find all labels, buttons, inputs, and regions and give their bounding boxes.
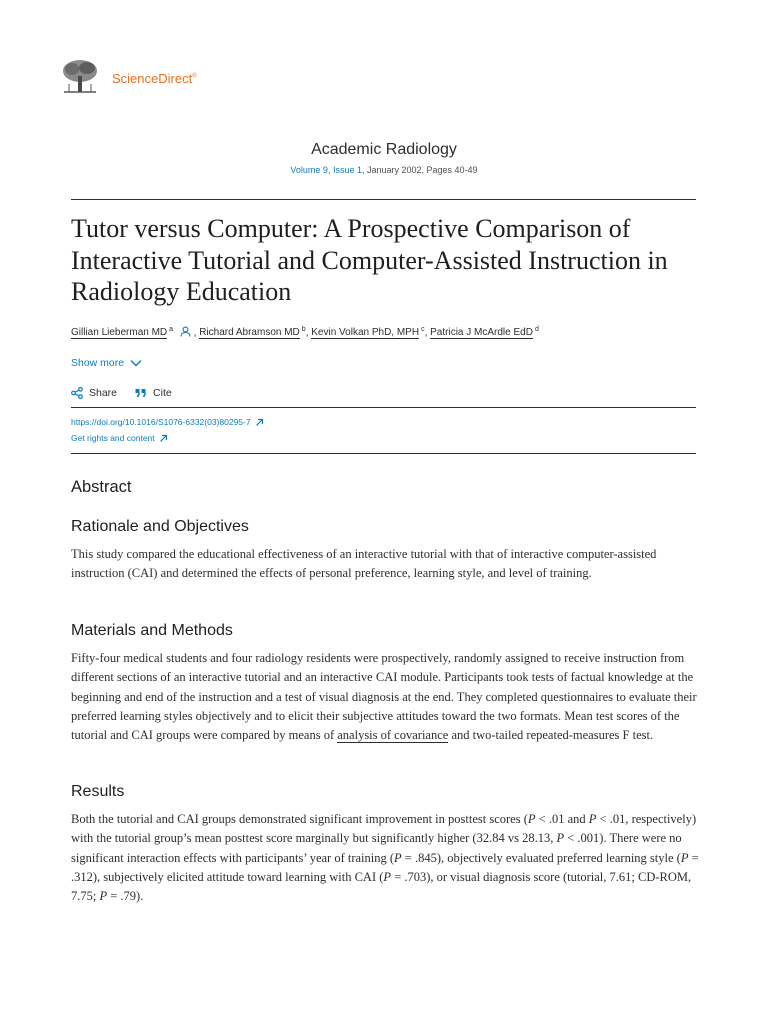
author-link[interactable]: Gillian Lieberman MD: [71, 327, 168, 339]
topic-link[interactable]: analysis of covariance: [337, 728, 449, 743]
abstract-paragraph: Both the tutorial and CAI groups demonstrated significant improvement in posttest scores (P < .01 and P < .01, respectively) with the tutorial group’s mean posttest score marginally but significantly higher (32.84 vs 28.13, P < .001). There were no significant interaction effects with participants’ year of training (P = .845), objectively evaluated preferred learning style (P = .312), subjectively elicited attitude toward learning with CAI (P = .703), or visual diagnosis score (tutorial, 7.61; CD-ROM, 7.75; P = .79).: [71, 812, 699, 904]
share-icon: [71, 387, 83, 399]
author-list: Gillian Lieberman MD $^a$ , Richard Abramson MD $^b$, Kevin Volkan PhD, MPH $^c$, Patricia J McArdle EdD $^d$: [71, 326, 539, 339]
external-link-icon: [255, 418, 264, 427]
rights-link[interactable]: Get rights and content: [71, 433, 168, 443]
chevron-down-icon: [130, 359, 142, 367]
journal-title[interactable]: Academic Radiology: [311, 141, 457, 158]
quote-icon: [135, 388, 147, 398]
issue-link[interactable]: Issue 1: [332, 165, 362, 175]
section-heading: Materials and Methods: [71, 622, 233, 639]
divider: [71, 199, 696, 200]
volume-link[interactable]: Volume 9: [290, 165, 328, 175]
share-button[interactable]: Share: [71, 387, 117, 399]
divider: [71, 453, 696, 454]
author-link[interactable]: Richard Abramson MD: [199, 327, 300, 339]
abstract-paragraph: Fifty-four medical students and four radiology residents were prospectively, randomly assigned to receive instruction from different sections of an interactive tutorial and an interactive CAI module. Participants took tests of factual knowledge at the beginning and end of the instruction and a test of visual diagnosis at the end. They completed questionnaires to evaluate their preferred learning styles objectively and to elicit their subjective attitudes toward the two formats. Mean test scores of the tutorial and CAI groups were compared by means of analysis of covariance and two-tailed repeated-measures F test.: [71, 651, 697, 743]
show-more-button[interactable]: Show more: [71, 357, 142, 369]
abstract-paragraph: This study compared the educational effectiveness of an interactive tutorial with that of interactive computer-assisted instruction (CAI) and determined the effects of personal preference, learning style, and level of training.: [71, 547, 657, 581]
external-link-icon: [159, 434, 168, 443]
article-toolbar: [71, 387, 190, 399]
divider: [71, 407, 696, 408]
issue-details: , January 2002, Pages 40-49: [361, 165, 478, 175]
person-icon[interactable]: [180, 326, 191, 337]
cite-button[interactable]: Cite: [135, 387, 172, 399]
section-heading: Rationale and Objectives: [71, 518, 249, 535]
issue-info: Volume 9, Issue 1, January 2002, Pages 40-49: [290, 165, 478, 175]
sciencedirect-logo[interactable]: ScienceDirect®: [112, 70, 197, 86]
elsevier-tree-logo-icon[interactable]: [58, 58, 102, 98]
abstract-heading: Abstract: [71, 478, 132, 496]
doi-link[interactable]: https://doi.org/10.1016/S1076-6332(03)80295-7: [71, 417, 264, 427]
site-header: [58, 58, 197, 98]
section-heading: Results: [71, 783, 125, 800]
author-link[interactable]: Kevin Volkan PhD, MPH: [311, 327, 420, 339]
article-title: Tutor versus Computer: A Prospective Comparison of Interactive Tutorial and Computer-Assisted Instruction in Radiology Education: [71, 214, 668, 306]
author-link[interactable]: Patricia J McArdle EdD: [430, 327, 533, 339]
